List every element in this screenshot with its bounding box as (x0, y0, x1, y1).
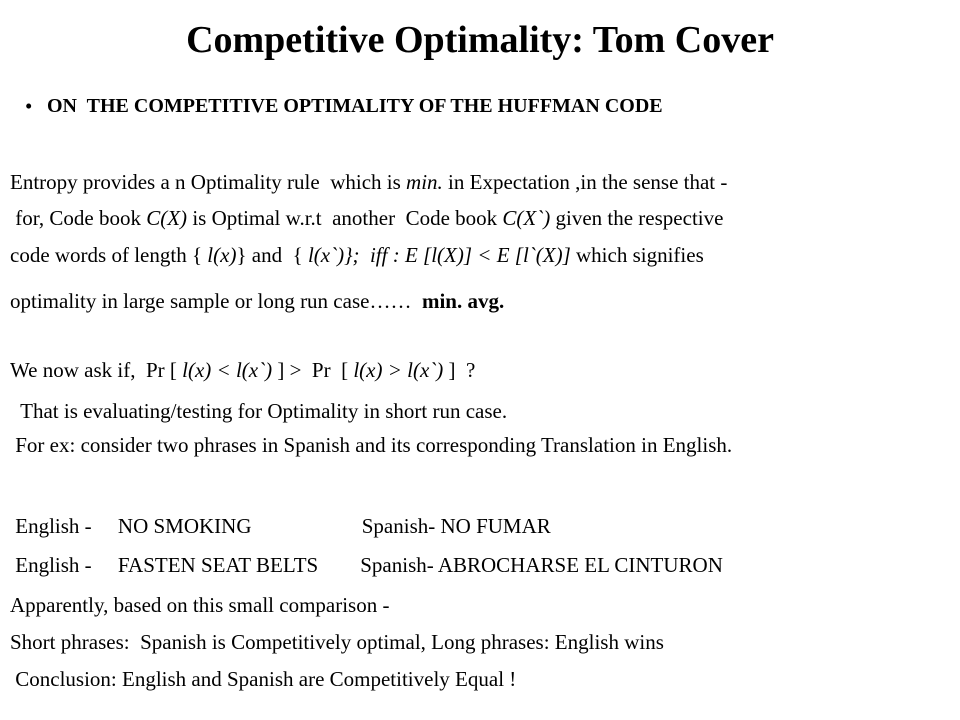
text-segment: is Optimal w.r.t another Code book (187, 206, 503, 230)
text-segment: in Expectation ,in the sense that - (442, 170, 728, 194)
italic-term: C(X`) (502, 206, 551, 230)
text-segment: ] > Pr [ (272, 358, 354, 382)
para2-line2: That is evaluating/testing for Optimality in short run case. (10, 399, 508, 423)
slide-title: Competitive Optimality: Tom Cover (186, 19, 774, 61)
italic-formula: l(x`)}; iff : E [l(X)] < E [l`(X)] (307, 243, 571, 267)
conclusion-line2: Short phrases: Spanish is Competitively optimal, Long phrases: English wins (10, 630, 664, 654)
example-seat-belts: English - FASTEN SEAT BELTS Spanish- ABROCHARSE EL CINTURON (10, 553, 723, 577)
text-segment: } and { (236, 243, 308, 267)
italic-term: min. (406, 170, 443, 194)
conclusion-line1: Apparently, based on this small comparison - (10, 593, 390, 617)
text-segment: given the respective (550, 206, 724, 230)
italic-term: C(X) (146, 206, 188, 230)
para1-line1 (10, 167, 727, 197)
bullet-heading: ON THE COMPETITIVE OPTIMALITY OF THE HUFFMAN CODE (47, 95, 663, 117)
bold-term: min. avg. (421, 289, 505, 313)
text-segment: for, Code book (10, 206, 147, 230)
para2-line3: For ex: consider two phrases in Spanish and its corresponding Translation in English. (10, 433, 733, 457)
text-segment: Entropy provides a n Optimality rule which is (10, 170, 407, 194)
para1-line4 (10, 286, 504, 316)
italic-formula: l(x) > l(x`) (353, 358, 444, 382)
example-no-smoking: English - NO SMOKING Spanish- NO FUMAR (10, 514, 551, 538)
para1-line2 (10, 203, 723, 233)
italic-formula: l(x) < l(x`) (182, 358, 273, 382)
para2-line1 (10, 355, 475, 385)
conclusion-line3: Conclusion: English and Spanish are Competitively Equal ! (10, 667, 517, 691)
text-segment: ] ? (443, 358, 476, 382)
italic-term: l(x) (207, 243, 237, 267)
text-segment: optimality in large sample or long run case…… (10, 289, 422, 313)
text-segment: which signifies (570, 243, 704, 267)
text-segment: code words of length { (10, 243, 208, 267)
bullet-dot-icon: • (25, 94, 33, 118)
para1-line3 (10, 240, 704, 270)
text-segment: We now ask if, Pr [ (10, 358, 183, 382)
